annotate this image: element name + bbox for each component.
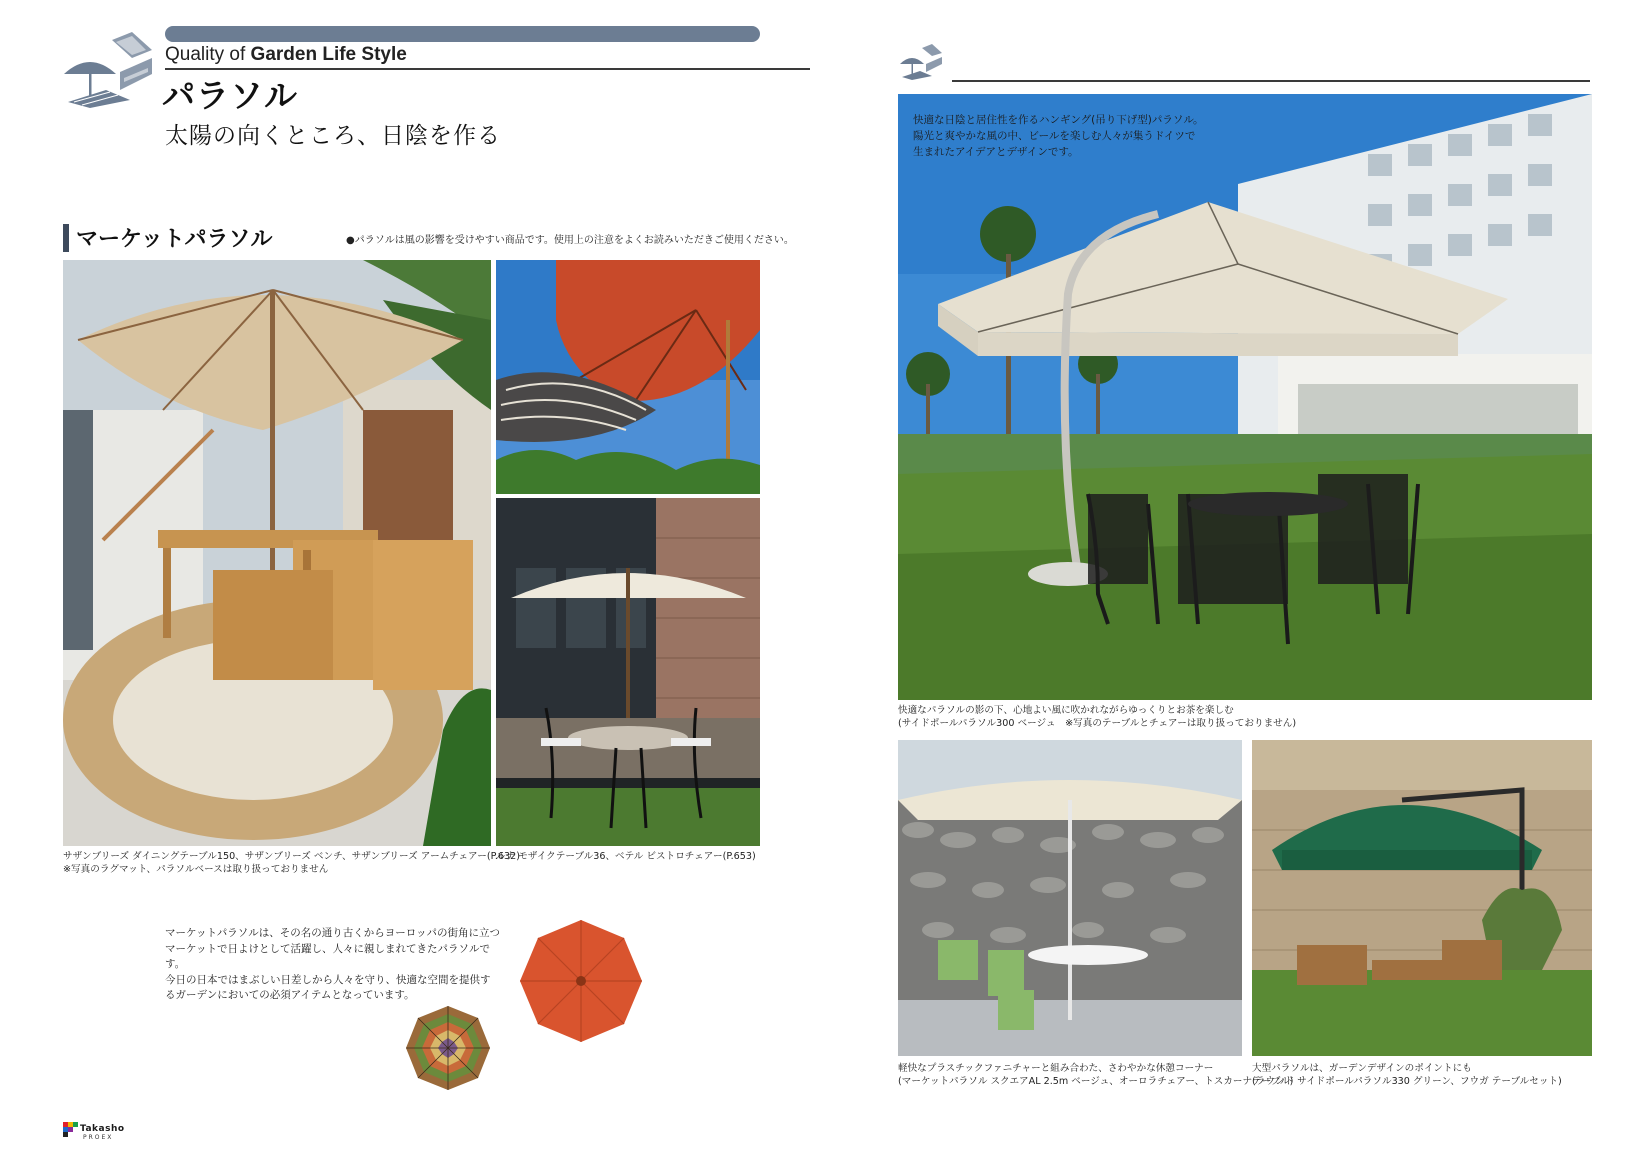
orange-umbrella-photo — [496, 260, 760, 494]
brand-tagline: Quality of Garden Life Style — [165, 44, 407, 65]
dining-set-photo — [63, 260, 491, 846]
takasho-logo-text: Takasho — [80, 1124, 125, 1134]
green-umbrella-photo — [1252, 740, 1592, 1056]
main-photo-caption: サザンブリーズ ダイニングテーブル150、サザンブリーズ ベンチ、サザンブリーズ アームチェアー(P.632) ※写真のラグマット、パラソルベースは取り扱っておりません — [63, 851, 521, 875]
takasho-logo-icon — [63, 1122, 79, 1138]
plastic-furniture-photo — [898, 740, 1242, 1056]
plastic-photo-caption: 軽快なプラスチックファニチャーと組み合わた、さわやかな休憩コーナー (マーケットパラソル スクエアAL 2.5m ベージュ、オーロラチェアー、トスカーナテーブル) — [898, 1063, 1294, 1087]
header-accent-bar — [165, 26, 760, 42]
hanging-umbrella-photo — [898, 94, 1592, 700]
bistro-set-photo — [496, 498, 760, 846]
section-title: マーケットパラソル — [76, 227, 273, 252]
parasol-logo-icon — [60, 28, 156, 108]
takasho-logo-sub: PROEX — [83, 1134, 114, 1141]
description-text: マーケットパラソルは、その名の通り古くからヨーロッパの街角に立つ マーケットで日よけとして活躍し、人々に親しまれてきたパラソルです。 今日の日本ではまぶしい日差しから人々を守り、快適な空間を提供す るガーデンにおいての必須アイテムとなっています。 — [165, 927, 501, 1001]
hanging-photo-caption: 快適なパラソルの影の下、心地よい風に吹かれながらゆっくりとお茶を楽しむ (サイドポールパラソル300 ベージュ ※写真のテーブルとチェアーは取り扱っておりません) — [898, 705, 1297, 729]
green-photo-caption: 大型パラソルは、ガーデンデザインのポイントにも (ラウンド サイドポールパラソル330 グリーン、フウガ テーブルセット) — [1252, 1063, 1562, 1087]
section-marker — [63, 224, 69, 252]
caution-note: ●パラソルは風の影響を受けやすい商品です。使用上の注意をよくお読みいただきご使用ください。 — [346, 235, 794, 246]
hanging-umbrella-overlay-text: 快適な日陰と居住性を作るハンギング(吊り下げ型)パラソル。 陽光と爽やかな風の中、ビールを楽しむ人々が集うドイツで 生まれたアイデアとデザインです。 — [913, 114, 1204, 158]
page-title: パラソル — [162, 76, 298, 115]
striped-umbrella-topview — [404, 1004, 492, 1092]
bistro-photo-caption: ルナ モザイクテーブル36、ベテル ビストロチェアー(P.653) — [496, 851, 756, 862]
right-header-rule — [952, 80, 1590, 82]
orange-umbrella-topview — [518, 918, 644, 1044]
parasol-small-icon — [898, 42, 944, 80]
page-subtitle: 太陽の向くところ、日陰を作る — [165, 123, 501, 149]
